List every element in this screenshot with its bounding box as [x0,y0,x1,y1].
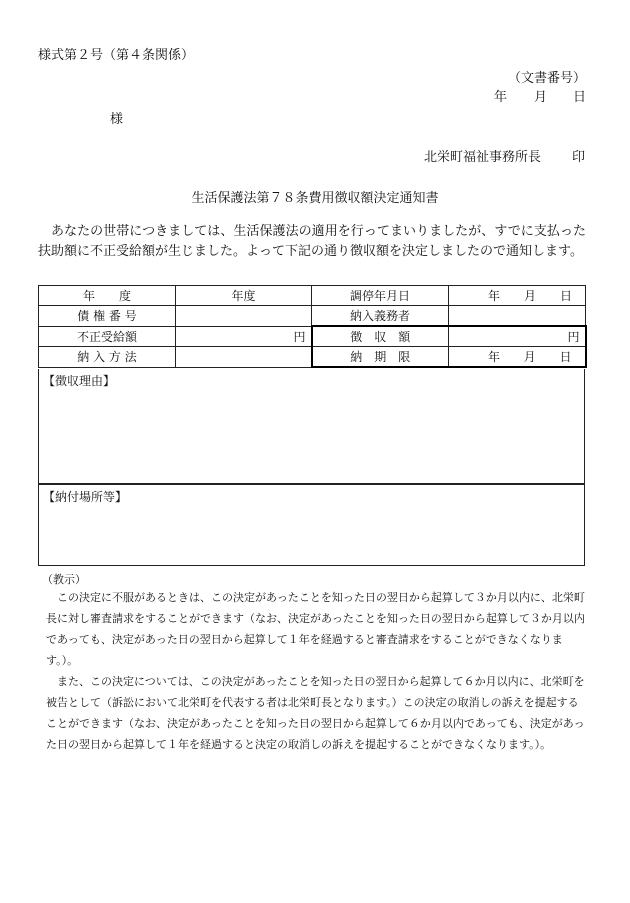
table-row [39,326,586,347]
value-fiscal-year: 年度 [176,286,312,306]
value-payment-method [176,347,312,368]
payment-place-label: 【納付場所等】 [43,490,128,504]
notice-paragraph-1: この決定に不服があるときは、この決定があったことを知った日の翌日から起算して３か月以内に、北栄町長に対し審査請求をすることができます（なお、決定があったことを知った日の翌日から起算して３か月以内であっても、決定があった日の翌日から起算して１年を経過すると審査請求をすることができなくなります。）。 [46,591,585,667]
label-improper-amount: 不正受給額 [39,326,176,347]
payment-deadline-month: 月 [523,350,536,364]
form-number: 様式第２号（第４条関係） [38,48,195,63]
label-claim-number: 債 権 番 号 [39,306,176,327]
payment-deadline-year: 年 [488,350,501,364]
document-number: （文書番号） [507,71,586,86]
table-row [39,286,586,306]
issue-date-year: 年 [494,90,508,105]
adjustment-date-year: 年 [488,289,501,303]
adjustment-date-fields [454,287,580,304]
label-obligor: 納入義務者 [312,306,449,327]
table-row [39,347,586,368]
notice-heading: （教示） [42,573,86,586]
payment-deadline-fields [454,348,580,365]
label-adjustment-date: 調停年月日 [312,286,449,306]
value-adjustment-date [449,286,586,306]
notice-paragraph-2: また、この決定については、この決定があったことを知った日の翌日から起算して６か月以内に、北栄町を被告として（訴訟において北栄町を代表する者は北栄町長となります。）この決定の取消しの訴えを提起することができます（なお、決定があったことを知った日の翌日から起算して６か月以内であっても、決定があった日の翌日から起算して１年を経過すると決定の取消しの訴えを提起することができなくなります。）。 [46,675,585,751]
value-claim-number [176,306,312,327]
sender-name: 北栄町福祉事務所長 [424,150,542,165]
table-row [39,306,586,327]
label-payment-deadline: 納 期 限 [312,347,449,368]
issue-date [490,86,586,104]
document-title: 生活保護法第７８条費用徴収額決定通知書 [191,191,439,206]
reason-label: 【徴収理由】 [43,374,116,388]
reason-box [38,369,585,484]
adjustment-date-day: 日 [559,289,572,303]
adjustment-date-month: 月 [523,289,536,303]
info-table [38,285,587,368]
issue-date-month: 月 [534,90,548,105]
value-improper-amount: 円 [176,326,312,347]
seal-mark: 印 [572,150,586,165]
value-collection-amount: 円 [449,326,586,347]
payment-deadline-day: 日 [559,350,572,364]
label-payment-method: 納 入 方 法 [39,347,176,368]
body-text: あなたの世帯につきましては、生活保護法の適用を行ってまいりましたが、すでに支払った扶助額に不正受給額が生じました。よって下記の通り徴収額を決定しましたので通知します。 [38,224,586,259]
value-obligor [449,306,586,327]
label-fiscal-year: 年 度 [39,286,176,306]
issue-date-day: 日 [573,90,587,105]
payment-place-box [38,484,585,566]
addressee-suffix: 様 [110,112,124,127]
label-collection-amount: 徴 収 額 [312,326,449,347]
value-payment-deadline [449,347,586,368]
